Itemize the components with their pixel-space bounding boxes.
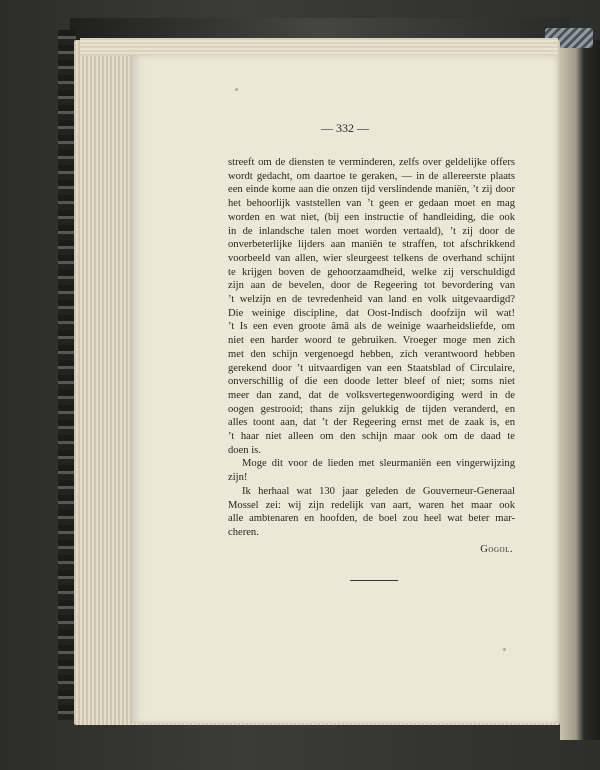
text-line: zijn aan de bevelen, door de Regeering tot bevordering van xyxy=(228,280,515,292)
page-stack-top xyxy=(80,38,558,56)
text-line: Die weinige discipline, dat Oost-Indisch doofzijn wil wat! xyxy=(228,307,515,319)
text-line: onverschillig of die een doode letter bleef of niet; soms niet xyxy=(228,376,515,388)
text-line: te krijgen boven de gehoorzaamdheid, welke zij verschuldigd xyxy=(228,266,515,278)
text-line: in de inlandsche talen moet worden vertaald), ’t zij door de xyxy=(228,225,515,237)
text-line: streeft om de diensten te verminderen, zelfs over geldelijke offers xyxy=(228,157,515,168)
text-line: Mossel zei: wij zijn redelijk van aart, waren het maar ook xyxy=(228,499,515,511)
text-line: onverbeterlijke lijders aan maniën te straffen, tot afschrikkend xyxy=(228,239,515,251)
body-text xyxy=(228,156,515,556)
end-rule xyxy=(350,580,398,581)
text-line: gerekend door ’t uitvaardigen van een Staatsblad of Circulaire, xyxy=(228,362,515,374)
text-line: het behoorlijk vaststellen van ’t geen er gedaan moet en mag xyxy=(228,198,515,210)
page-number: — 332 — xyxy=(321,121,369,135)
text-line: voorbeeld van allen, wier sleurgeest telkens de overhand schijnt xyxy=(228,252,515,264)
text-line: wordt gedacht, om daartoe te geraken, — in de allereerste plaats xyxy=(228,170,515,182)
paper-speck xyxy=(235,88,238,91)
text-line: met den schijn vergenoegd hebben, zich verantwoord hebben xyxy=(228,348,515,360)
paper-speck xyxy=(503,648,506,651)
text-line: zijn! xyxy=(228,472,248,484)
book-right-edge xyxy=(560,40,600,740)
text-line: Moge dit voor de lieden met sleurmaniën een vingerwijzing xyxy=(242,458,515,470)
text-line: ’t haar niet alleen om den schijn maar ook om de daad te xyxy=(228,431,515,443)
text-line: ’t welzijn en de tevredenheid van land en volk uitgevaardigd? xyxy=(228,294,515,306)
text-line: oogen gestrooid; thans zijn gelukkig de tijden veranderd, en xyxy=(228,403,515,415)
text-line: niet een harder woord te gebruiken. Vroeger moge men zich xyxy=(228,335,515,347)
text-line: cheren. xyxy=(228,526,259,538)
text-line: ’t Is een even groote âmâ als de weinige waarheidsliefde, om xyxy=(228,321,515,333)
text-line: doen is. xyxy=(228,444,261,456)
text-line: worden en wat niet, (bij een instructie of handleiding, die ook xyxy=(228,211,515,223)
text-line: Ik herhaal wat 130 jaar geleden de Gouverneur-Generaal xyxy=(242,485,515,497)
text-line: een einde kome aan die onzen tijd verslindende maniën, ’t zij door xyxy=(228,184,515,196)
text-line: alles toont aan, dat ’t der Regeering ernst met de zaak is, en xyxy=(228,417,515,429)
text-line: alle ambtenaren en hoofden, de boel zou heel wat beter mar- xyxy=(228,513,515,525)
signature: Gogol. xyxy=(480,543,513,555)
text-line: meer dan zand, dat de volksvertegenwoordiging werd in de xyxy=(228,389,515,401)
